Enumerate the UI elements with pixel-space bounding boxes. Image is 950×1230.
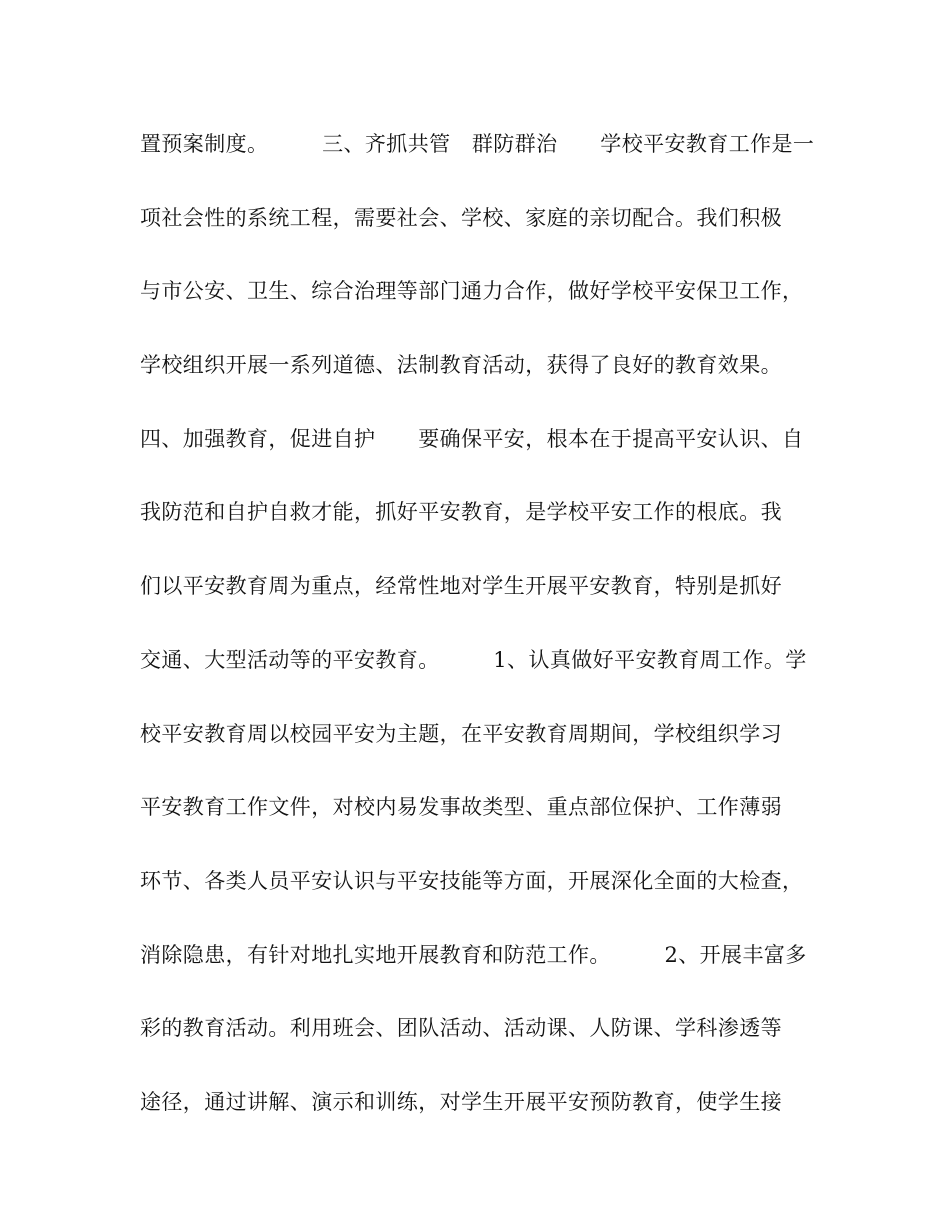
- text-line-11: 环节、各类人员平安认识与平安技能等方面，开展深化全面的大检查，: [140, 868, 804, 893]
- text-line-10: 平安教育工作文件，对校内易发事故类型、重点部位保护、工作薄弱: [140, 795, 782, 820]
- text-line-14: 途径，通过讲解、演示和训练，对学生开展平安预防教育，使学生接: [140, 1089, 782, 1114]
- text-line-1: 置预案制度。 三、齐抓共管 群防群治 学校平安教育工作是一: [140, 132, 815, 156]
- text-line-3: 与市公安、卫生、综合治理等部门通力合作，做好学校平安保卫工作，: [140, 279, 804, 304]
- body-text: [140, 118, 820, 1150]
- text-line-8: 交通、大型活动等的平安教育。 1、认真做好平安教育周工作。学: [140, 647, 807, 672]
- text-line-6: 我防范和自护自救才能，抓好平安教育，是学校平安工作的根底。我: [140, 500, 782, 525]
- text-line-2: 项社会性的系统工程，需要社会、学校、家庭的亲切配合。我们积极: [140, 205, 782, 230]
- text-line-7: 们以平安教育周为重点，经常性地对学生开展平安教育，特别是抓好: [140, 574, 782, 599]
- text-line-4: 学校组织开展一系列道德、法制教育活动，获得了良好的教育效果。: [140, 353, 782, 378]
- text-line-5: 四、加强教育，促进自护 要确保平安，根本在于提高平安认识、自: [140, 426, 804, 451]
- text-line-12: 消除隐患，有针对地扎实地开展教育和防范工作。 2、开展丰富多: [140, 942, 807, 967]
- text-line-13: 彩的教育活动。利用班会、团队活动、活动课、人防课、学科渗透等: [140, 1016, 782, 1041]
- text-line-9: 校平安教育周以校园平安为主题，在平安教育周期间，学校组织学习: [140, 721, 782, 746]
